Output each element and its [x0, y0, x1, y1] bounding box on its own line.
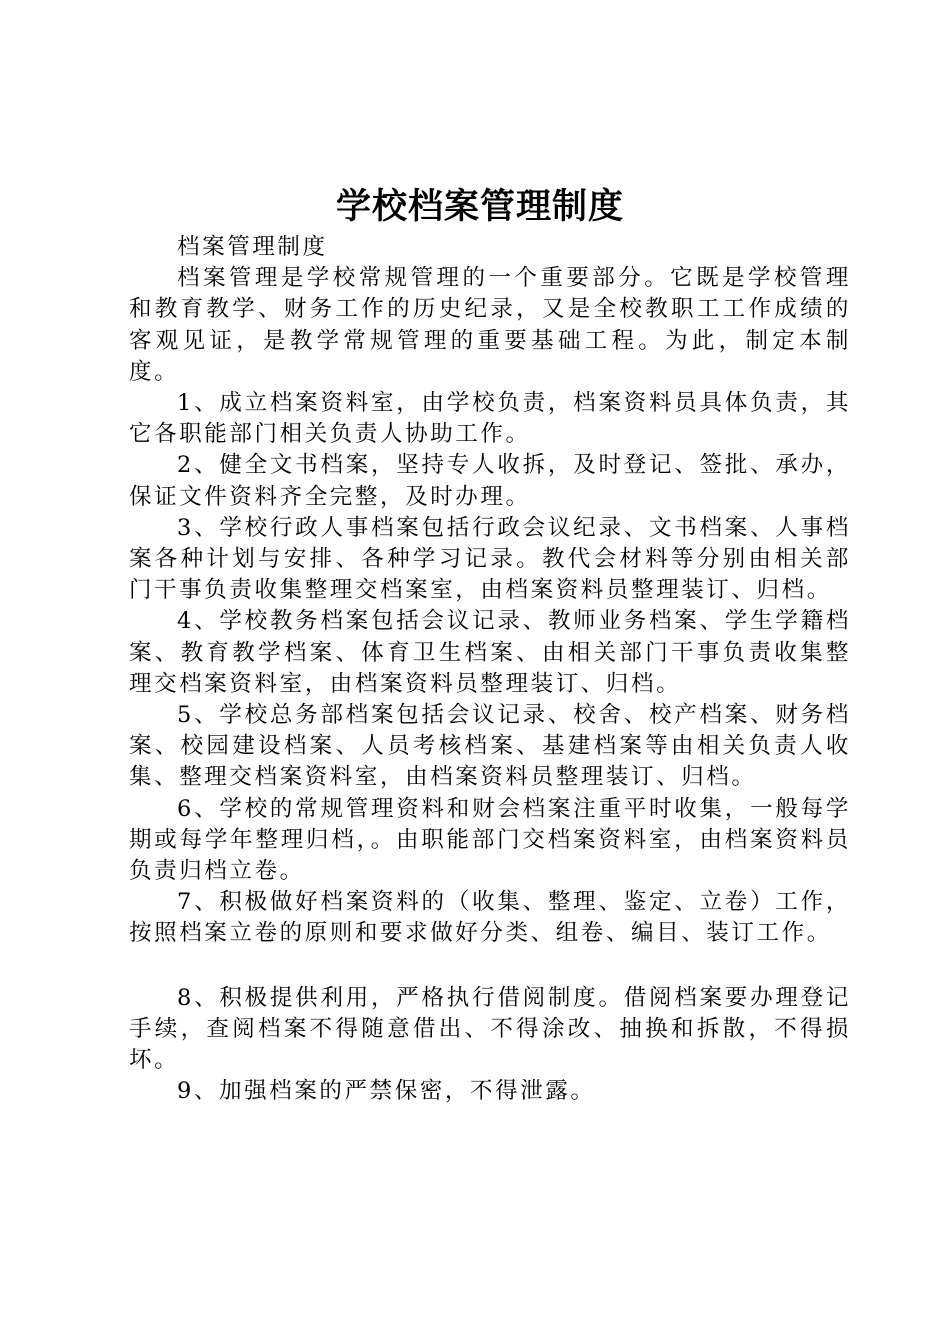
document-body — [129, 232, 851, 1107]
intro-paragraph: 档案管理是学校常规管理的一个重要部分。它既是学校管理和教育教学、财务工作的历史纪录，又是全校教职工工作成绩的客观见证，是教学常规管理的重要基础工程。为此，制定本制度。 — [129, 265, 851, 385]
rule-paragraph-4: 4、学校教务档案包括会议记录、教师业务档案、学生学籍档案、教育教学档案、体育卫生档案、由相关部门干事负责收集整理交档案资料室，由档案资料员整理装订、归档。 — [129, 608, 851, 697]
rule-paragraph-2: 2、健全文书档案，坚持专人收拆，及时登记、签批、承办，保证文件资料齐全完整，及时办理。 — [129, 452, 851, 510]
document-title: 学校档案管理制度 — [335, 187, 624, 227]
rule-paragraph-1: 1、成立档案资料室，由学校负责，档案资料员具体负责，其它各职能部门相关负责人协助工作。 — [129, 390, 851, 448]
document-subtitle: 档案管理制度 — [177, 234, 328, 260]
rule-paragraph-8: 8、积极提供利用，严格执行借阅制度。借阅档案要办理登记手续，查阅档案不得随意借出、不得涂改、抽换和拆散，不得损坏。 — [129, 984, 851, 1074]
rule-paragraph-9: 9、加强档案的严禁保密，不得泄露。 — [177, 1078, 596, 1105]
rule-paragraph-7: 7、积极做好档案资料的（收集、整理、鉴定、立卷）工作，按照档案立卷的原则和要求做好分类、组卷、编目、装订工作。 — [129, 889, 851, 947]
rule-paragraph-6: 6、学校的常规管理资料和财会档案注重平时收集，一般每学期或每学年整理归档，。由职能部门交档案资料室，由档案资料员负责归档立卷。 — [129, 795, 851, 885]
rule-paragraph-3: 3、学校行政人事档案包括行政会议纪录、文书档案、人事档案各种计划与安排、各种学习记录。教代会材料等分别由相关部门干事负责收集整理交档案室，由档案资料员整理装订、归档。 — [129, 514, 851, 604]
rule-paragraph-5: 5、学校总务部档案包括会议记录、校舍、校产档案、财务档案、校园建设档案、人员考核档案、基建档案等由相关负责人收集、整理交档案资料室，由档案资料员整理装订、归档。 — [129, 702, 851, 791]
